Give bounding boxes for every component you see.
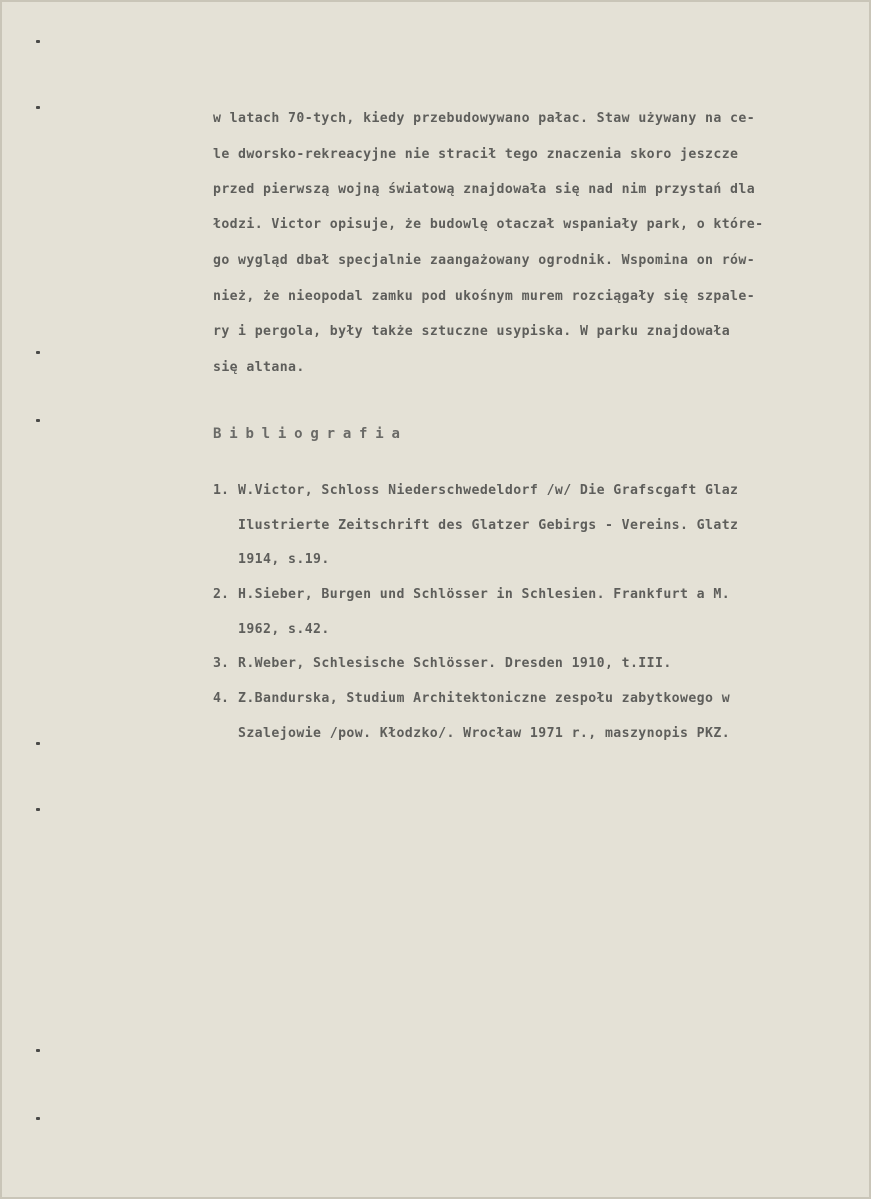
body-line: le dworsko-rekreacyjne nie stracił tego znaczenia skoro jeszcze bbox=[213, 147, 739, 162]
entry-number: 1. bbox=[213, 483, 229, 498]
margin-mark bbox=[36, 742, 40, 745]
body-line: łodzi. Victor opisuje, że budowlę otaczał wspaniały park, o które- bbox=[213, 217, 764, 232]
body-line: przed pierwszą wojną światową znajdowała się nad nim przystań dla bbox=[213, 182, 756, 197]
bibliography-heading: Bibliografia bbox=[213, 426, 408, 442]
margin-mark bbox=[36, 106, 40, 109]
entry-line: W.Victor, Schloss Niederschwedeldorf /w/ Die Grafscgaft Glaz bbox=[238, 483, 739, 498]
entry-line: Szalejowie /pow. Kłodzko/. Wrocław 1971 r., maszynopis PKZ. bbox=[238, 726, 731, 741]
body-line: go wygląd dbał specjalnie zaangażowany ogrodnik. Wspomina on rów- bbox=[213, 253, 756, 268]
margin-mark bbox=[36, 1117, 40, 1120]
margin-mark bbox=[36, 40, 40, 43]
entry-number: 4. bbox=[213, 691, 229, 706]
entry-number: 3. bbox=[213, 656, 229, 671]
body-line: nież, że nieopodal zamku pod ukośnym murem rozciągały się szpale- bbox=[213, 289, 756, 304]
entry-line: R.Weber, Schlesische Schlösser. Dresden 1910, t.III. bbox=[238, 656, 672, 671]
body-line: się altana. bbox=[213, 360, 305, 375]
margin-mark bbox=[36, 351, 40, 354]
margin-mark bbox=[36, 419, 40, 422]
margin-mark bbox=[36, 1049, 40, 1052]
body-line: ry i pergola, były także sztuczne usypiska. W parku znajdowała bbox=[213, 324, 731, 339]
entry-line: 1962, s.42. bbox=[238, 622, 330, 637]
entry-line: 1914, s.19. bbox=[238, 552, 330, 567]
entry-number: 2. bbox=[213, 587, 229, 602]
entry-line: Z.Bandurska, Studium Architektoniczne zespołu zabytkowego w bbox=[238, 691, 731, 706]
body-line: w latach 70-tych, kiedy przebudowywano pałac. Staw używany na ce- bbox=[213, 111, 756, 126]
entry-line: Ilustrierte Zeitschrift des Glatzer Gebirgs - Vereins. Glatz bbox=[238, 518, 739, 533]
entry-line: H.Sieber, Burgen und Schlösser in Schlesien. Frankfurt a M. bbox=[238, 587, 731, 602]
margin-mark bbox=[36, 808, 40, 811]
